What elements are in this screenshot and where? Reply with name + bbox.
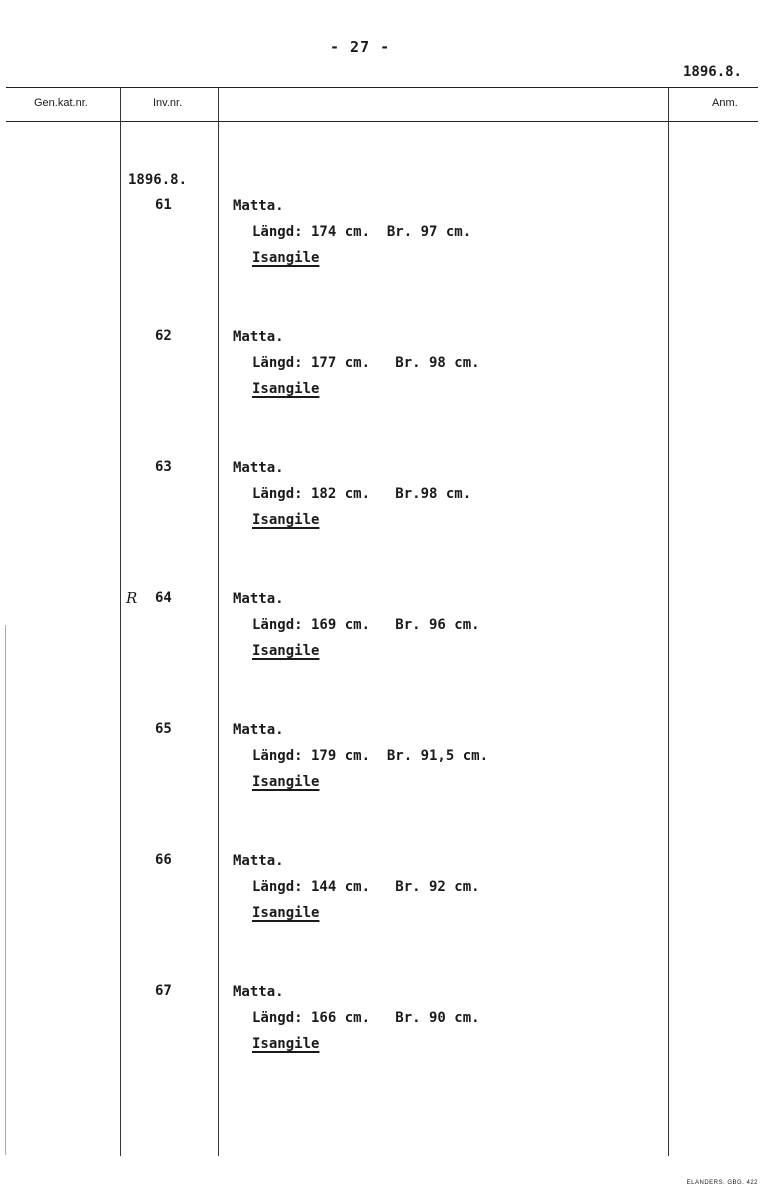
margin-rule	[5, 625, 6, 1155]
item-title: Matta.	[233, 722, 284, 738]
item-title: Matta.	[233, 329, 284, 345]
item-dimensions: Längd: 169 cm. Br. 96 cm.	[252, 617, 480, 633]
item-title: Matta.	[233, 853, 284, 869]
item-dimensions: Längd: 182 cm. Br.98 cm.	[252, 486, 472, 502]
header-top-rule	[6, 87, 758, 88]
inventory-number: 66	[155, 852, 172, 868]
inventory-number: 64	[155, 590, 172, 606]
item-origin: Isangile	[252, 643, 320, 659]
printer-imprint: ELANDERS. GBG. 422	[686, 1180, 758, 1186]
inventory-number: 63	[155, 459, 172, 475]
inventory-number: 67	[155, 983, 172, 999]
col-header-inv: Inv.nr.	[153, 97, 183, 109]
page-number: - 27 -	[330, 38, 391, 56]
margin-mark: R	[126, 589, 138, 607]
item-dimensions: Längd: 174 cm. Br. 97 cm.	[252, 224, 472, 240]
column-divider-inv-desc	[218, 88, 219, 1156]
group-accession-number: 1896.8.	[128, 172, 188, 188]
inventory-number: 61	[155, 197, 172, 213]
item-dimensions: Längd: 166 cm. Br. 90 cm.	[252, 1010, 480, 1026]
item-title: Matta.	[233, 460, 284, 476]
item-origin: Isangile	[252, 512, 320, 528]
item-origin: Isangile	[252, 1036, 320, 1052]
column-divider-desc-anm	[668, 88, 669, 1156]
col-header-gen-kat: Gen.kat.nr.	[34, 97, 88, 109]
item-dimensions: Längd: 179 cm. Br. 91,5 cm.	[252, 748, 489, 764]
column-divider-gen-inv	[120, 88, 121, 1156]
accession-header: 1896.8.	[682, 64, 742, 80]
item-origin: Isangile	[252, 381, 320, 397]
item-dimensions: Längd: 144 cm. Br. 92 cm.	[252, 879, 480, 895]
item-origin: Isangile	[252, 905, 320, 921]
item-dimensions: Längd: 177 cm. Br. 98 cm.	[252, 355, 480, 371]
item-title: Matta.	[233, 591, 284, 607]
item-title: Matta.	[233, 984, 284, 1000]
item-origin: Isangile	[252, 774, 320, 790]
item-title: Matta.	[233, 198, 284, 214]
col-header-anm: Anm.	[712, 97, 738, 109]
inventory-number: 65	[155, 721, 172, 737]
item-origin: Isangile	[252, 250, 320, 266]
inventory-number: 62	[155, 328, 172, 344]
header-bottom-rule	[6, 121, 758, 122]
